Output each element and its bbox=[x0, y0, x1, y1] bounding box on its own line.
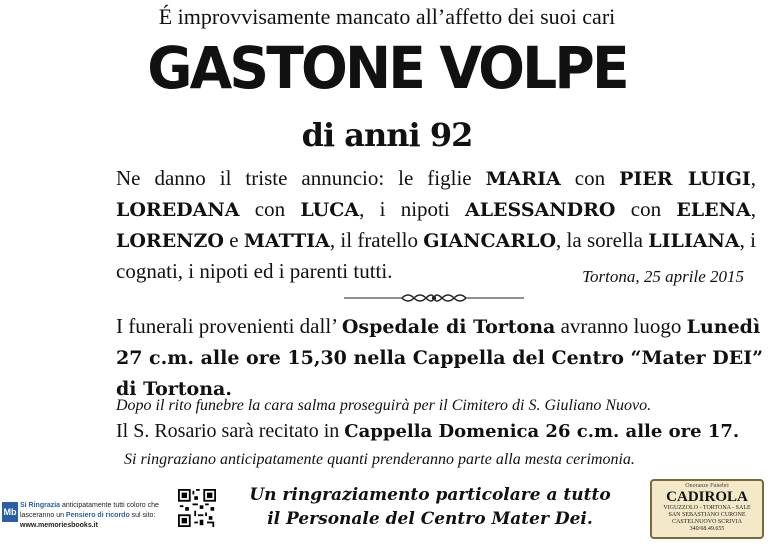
name-highlight: MARIA bbox=[485, 168, 561, 190]
name-highlight: MATTIA bbox=[243, 230, 330, 252]
name-highlight: LUCA bbox=[300, 199, 360, 221]
text-run: , bbox=[750, 197, 757, 221]
text-run: con bbox=[560, 166, 620, 190]
text-run: con bbox=[239, 197, 301, 221]
name-highlight: Ospedale di Tortona bbox=[341, 316, 556, 338]
special-thanks-line-1: Un ringraziamento particolare a tutto bbox=[249, 485, 611, 505]
special-thanks-line-2: il Personale del Centro Mater Dei. bbox=[267, 509, 593, 529]
undertaker-towns: VIGUZZOLO - TORTONA - SALE bbox=[663, 505, 751, 511]
text-run: Ne danno il triste annuncio: le figlie bbox=[116, 166, 486, 190]
name-highlight: ALESSANDRO bbox=[464, 199, 616, 221]
funeral-paragraph bbox=[116, 311, 766, 404]
text-run: , i cognati, i nipoti ed i parenti tutti. bbox=[116, 228, 756, 283]
undertaker-line2: CASTELNUOVO SCRIVIA bbox=[672, 519, 742, 525]
text-run: , il fratello bbox=[329, 228, 424, 252]
memories-lead: Si Ringrazia bbox=[20, 502, 61, 509]
special-thanks bbox=[200, 483, 660, 531]
deceased-name: GASTONE VOLPE bbox=[147, 34, 627, 102]
text-run: , bbox=[750, 166, 757, 190]
name-highlight: Lunedì 27 c.m. alle ore 15,30 nella Cappella del Centro “Mater DEI” di Tortona. bbox=[116, 316, 764, 400]
undertaker-subtitle: Onoranze Funebri bbox=[685, 483, 729, 489]
intro-line: É improvvisamente mancato all’affetto dei suoi cari bbox=[158, 4, 616, 29]
undertaker-name: CADIROLA bbox=[666, 489, 748, 505]
age-line: di anni 92 bbox=[301, 116, 473, 154]
text-run: con bbox=[615, 197, 677, 221]
memoriesbooks-note bbox=[20, 501, 180, 531]
memories-pensiero: Pensiero di ricordo bbox=[65, 512, 130, 519]
qr-code[interactable] bbox=[178, 489, 216, 527]
text-run: I funerali provenienti dall’ bbox=[116, 314, 342, 338]
text-run: e bbox=[223, 228, 244, 252]
memories-site-link[interactable]: www.memoriesbooks.it bbox=[20, 522, 98, 529]
name-highlight: LOREDANA bbox=[116, 199, 240, 221]
ornament-divider bbox=[344, 290, 524, 306]
burial-note: Dopo il rito funebre la cara salma proseguirà per il Cimitero di S. Giuliano Nuovo. bbox=[116, 397, 652, 414]
name-highlight: PIER LUIGI bbox=[619, 168, 751, 190]
memories-site-pre: sul sito: bbox=[129, 512, 156, 519]
text-run: Il S. Rosario sarà recitato in bbox=[116, 420, 345, 442]
thanks-note: Si ringraziano anticipatamente quanti prenderanno parte alla mesta cerimonia. bbox=[124, 451, 635, 468]
undertaker-line1: SAN SEBASTIANO CURONE bbox=[668, 512, 746, 518]
text-run: , la sorella bbox=[556, 228, 649, 252]
name-highlight: LILIANA bbox=[648, 230, 740, 252]
name-highlight: Cappella Domenica 26 c.m. alle ore 17. bbox=[344, 421, 740, 442]
place-date: Tortona, 25 aprile 2015 bbox=[582, 267, 744, 286]
rosary-line bbox=[116, 420, 739, 443]
name-highlight: ELENA bbox=[676, 199, 751, 221]
name-highlight: GIANCARLO bbox=[423, 230, 557, 252]
undertaker-phone: 340/68.49.655 bbox=[689, 526, 725, 532]
memoriesbooks-logo: Mb bbox=[2, 502, 18, 522]
text-run: , i nipoti bbox=[359, 197, 465, 221]
name-highlight: LORENZO bbox=[116, 230, 224, 252]
memories-text: anticipatamente tutti coloro che lasceranno un bbox=[20, 502, 159, 519]
undertaker-badge bbox=[650, 479, 764, 539]
text-run: avranno luogo bbox=[555, 314, 687, 338]
